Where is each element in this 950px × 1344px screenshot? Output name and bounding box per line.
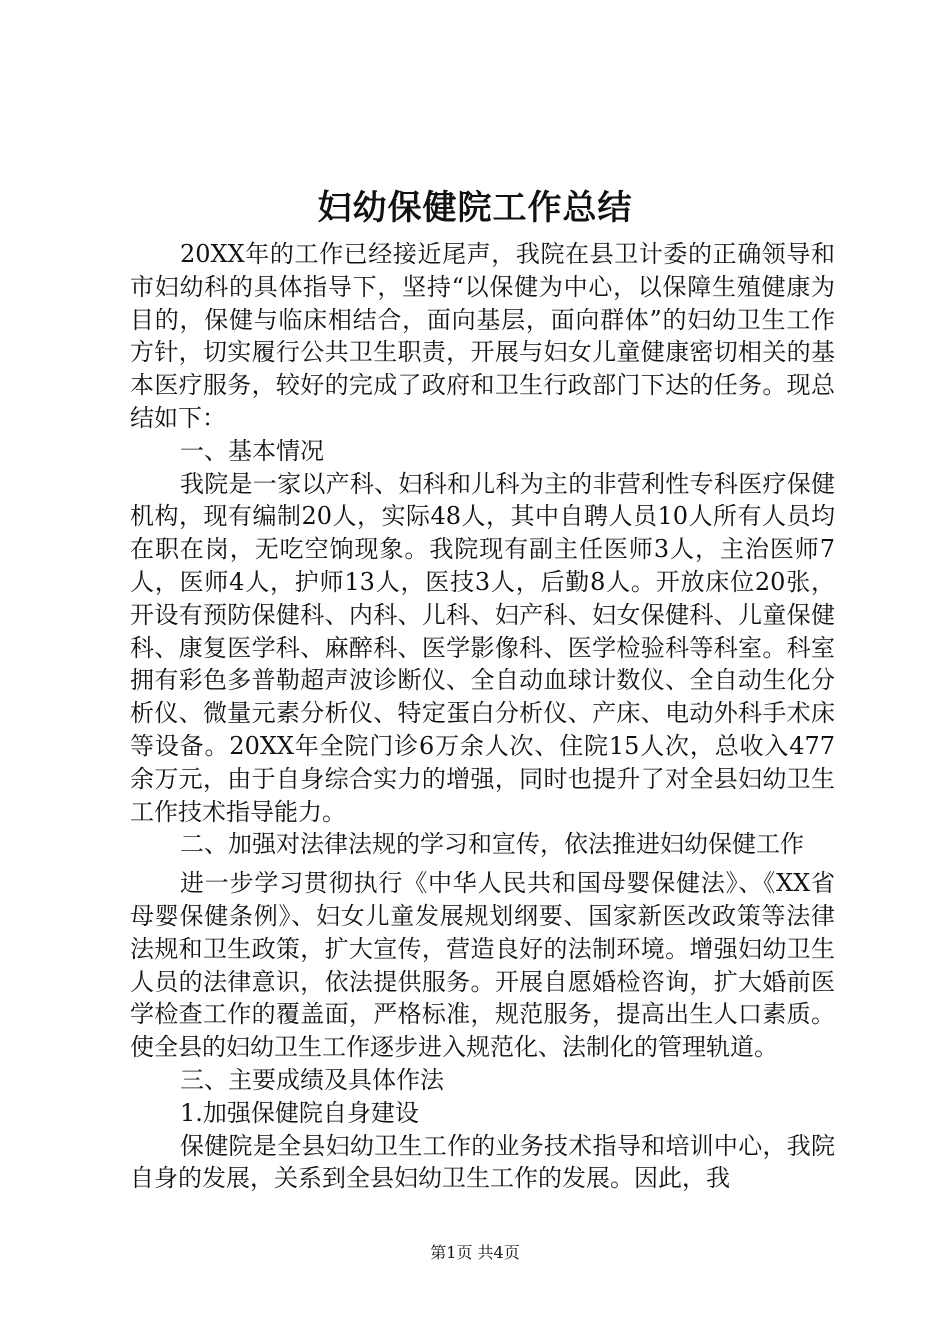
- page-footer: 第1页 共4页: [430, 1243, 520, 1262]
- section-heading-law: 二、加强对法律法规的学习和宣传，依法推进妇幼保健工作: [180, 830, 804, 859]
- document-body: [130, 238, 835, 1195]
- section-heading-achievements: 三、主要成绩及具体作法: [180, 1065, 444, 1094]
- intro-paragraph: 20XX年的工作已经接近尾声，我院在县卫计委的正确领导和市妇幼科的具体指导下，坚持“以保健为中心，以保障生殖健康为目的，保健与临床相结合，面向基层，面向群体”的妇幼卫生工作方针，切实履行公共卫生职责，开展与妇女儿童健康密切相关的基本医疗服务，较好的完成了政府和卫生行政部门下达的任务。现总结如下：: [130, 240, 835, 432]
- basic-info-paragraph: 我院是一家以产科、妇科和儿科为主的非营利性专科医疗保健机构，现有编制20人，实际48人，其中自聘人员10人所有人员均在职在岗，无吃空饷现象。我院现有副主任医师3人，主治医师7人，医师4人，护师13人，医技3人，后勤8人。开放床位20张，开设有预防保健科、内科、儿科、妇产科、妇女保健科、儿童保健科、康复医学科、麻醉科、医学影像科、医学检验科等科室。科室拥有彩色多普勒超声波诊断仪、全自动血球计数仪、全自动生化分析仪、微量元素分析仪、特定蛋白分析仪、产床、电动外科手术床等设备。20XX年全院门诊6万余人次、住院15人次，总收入477余万元，由于自身综合实力的增强，同时也提升了对全县妇幼卫生工作技术指导能力。: [130, 469, 835, 826]
- self-build-paragraph: 保健院是全县妇幼卫生工作的业务技术指导和培训中心，我院自身的发展，关系到全县妇幼卫生工作的发展。因此，我: [130, 1131, 835, 1193]
- law-paragraph: 进一步学习贯彻执行《中华人民共和国母婴保健法》、《XX省母婴保健条例》、妇女儿童发展规划纲要、国家新医改政策等法律法规和卫生政策，扩大宣传，营造良好的法制环境。增强妇幼卫生人员的法律意识，依法提供服务。开展自愿婚检咨询，扩大婚前医学检查工作的覆盖面，严格标准，规范服务，提高出生人口素质。使全县的妇幼卫生工作逐步进入规范化、法制化的管理轨道。: [130, 869, 835, 1062]
- section-heading-basic-info: 一、基本情况: [180, 436, 324, 465]
- document-title: 妇幼保健院工作总结: [317, 188, 633, 228]
- subsection-heading-self-build: 1.加强保健院自身建设: [180, 1098, 419, 1127]
